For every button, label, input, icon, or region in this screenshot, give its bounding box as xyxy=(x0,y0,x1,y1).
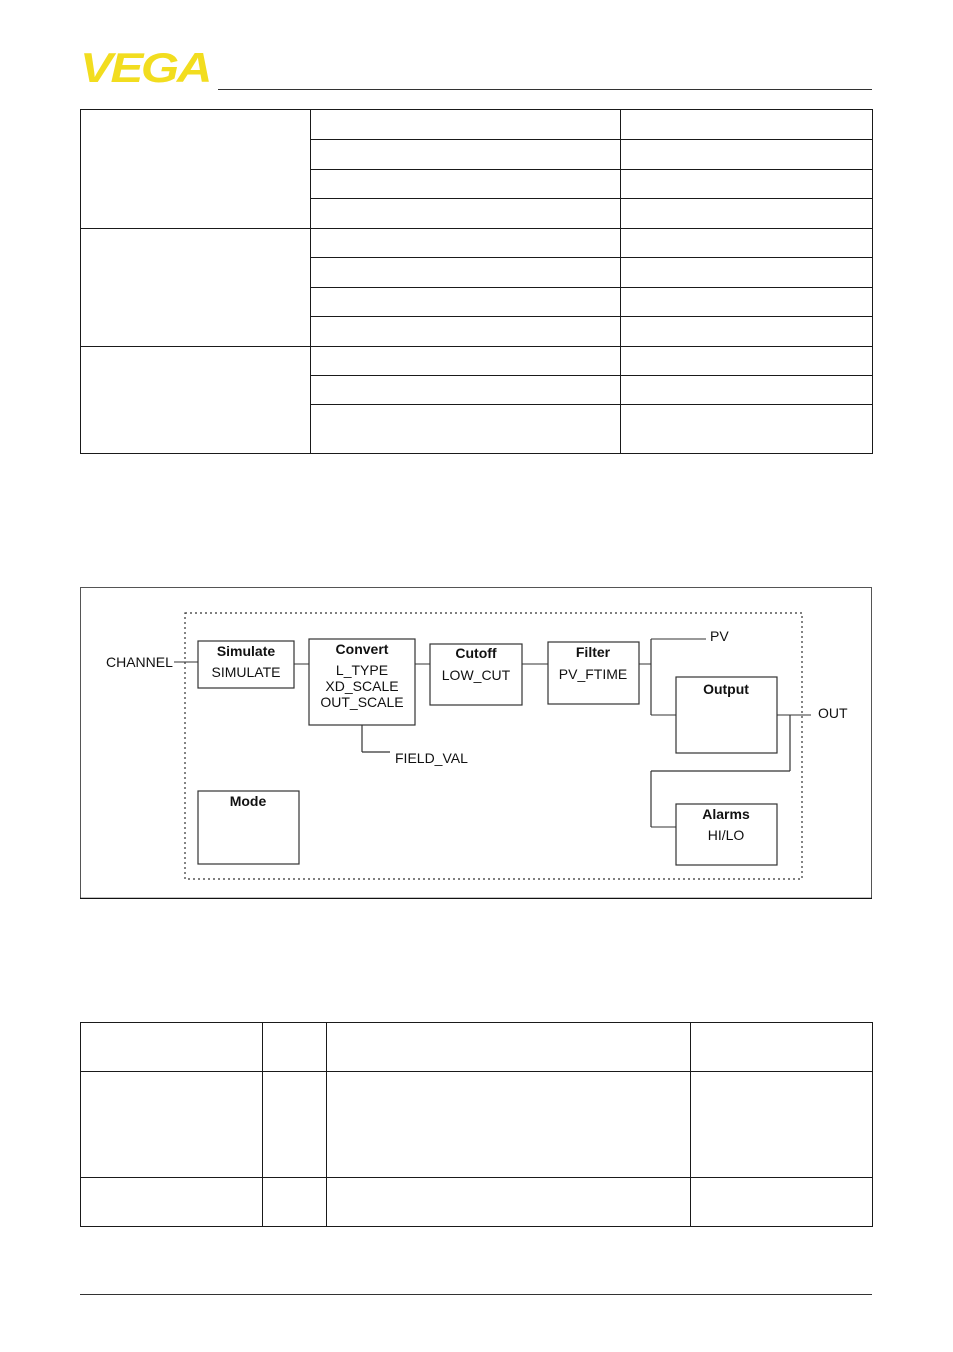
table-header-cell xyxy=(691,1023,873,1072)
table-cell xyxy=(621,405,873,454)
convert-param: OUT_SCALE xyxy=(320,694,404,710)
table-cell xyxy=(263,1072,327,1178)
table-cell xyxy=(621,199,873,229)
table-cell xyxy=(311,140,621,170)
simulate-param: SIMULATE xyxy=(211,664,281,680)
cutoff-title: Cutoff xyxy=(455,645,497,661)
table-cell xyxy=(621,288,873,317)
output-title: Output xyxy=(703,681,749,697)
filter-title: Filter xyxy=(575,644,611,660)
simulate-title: Simulate xyxy=(216,643,276,659)
parameter-table-top xyxy=(80,109,873,454)
field-val-label: FIELD_VAL xyxy=(395,750,468,766)
channel-label: CHANNEL xyxy=(106,654,173,670)
table-row xyxy=(81,1178,873,1227)
table-cell xyxy=(327,1072,691,1178)
table-cell xyxy=(621,347,873,376)
table-cell xyxy=(691,1178,873,1227)
table-header-cell xyxy=(327,1023,691,1072)
table-cell xyxy=(311,170,621,199)
convert-title: Convert xyxy=(335,641,389,657)
convert-param: L_TYPE xyxy=(335,662,389,678)
out-label: OUT xyxy=(818,705,848,721)
table-cell xyxy=(311,317,621,347)
alarms-param: HI/LO xyxy=(707,827,745,843)
table-cell xyxy=(311,199,621,229)
header-divider xyxy=(218,89,872,90)
alarms-title: Alarms xyxy=(702,806,750,822)
table-cell xyxy=(311,229,621,258)
table-cell xyxy=(81,1178,263,1227)
cutoff-param: LOW_CUT xyxy=(441,667,511,683)
logo-wordmark: VEGA xyxy=(80,50,210,84)
mode-title: Mode xyxy=(229,793,267,809)
table-cell xyxy=(621,229,873,258)
table-cell xyxy=(311,258,621,288)
footer-divider xyxy=(80,1294,872,1295)
table-cell xyxy=(621,140,873,170)
table-row xyxy=(81,1072,873,1178)
table-group-cell xyxy=(81,347,311,454)
table-cell xyxy=(327,1178,691,1227)
table-cell xyxy=(311,110,621,140)
table-cell xyxy=(621,317,873,347)
convert-param: XD_SCALE xyxy=(325,678,399,694)
table-cell xyxy=(621,170,873,199)
table-cell xyxy=(311,376,621,405)
function-block-diagram xyxy=(80,587,872,899)
table-cell xyxy=(621,258,873,288)
table-cell xyxy=(311,288,621,317)
table-cell xyxy=(311,405,621,454)
table-cell xyxy=(621,110,873,140)
table-header-cell xyxy=(263,1023,327,1072)
table-cell xyxy=(263,1178,327,1227)
parameter-table-bottom xyxy=(80,1022,873,1227)
table-cell xyxy=(621,376,873,405)
table-group-cell xyxy=(81,229,311,347)
table-group-cell xyxy=(81,110,311,229)
table-header-row xyxy=(81,1023,873,1072)
table-cell xyxy=(311,347,621,376)
table-cell xyxy=(81,1072,263,1178)
table-cell xyxy=(691,1072,873,1178)
vega-logo xyxy=(80,50,212,84)
table-header-cell xyxy=(81,1023,263,1072)
pv-label: PV xyxy=(710,628,729,644)
filter-param: PV_FTIME xyxy=(558,666,628,682)
